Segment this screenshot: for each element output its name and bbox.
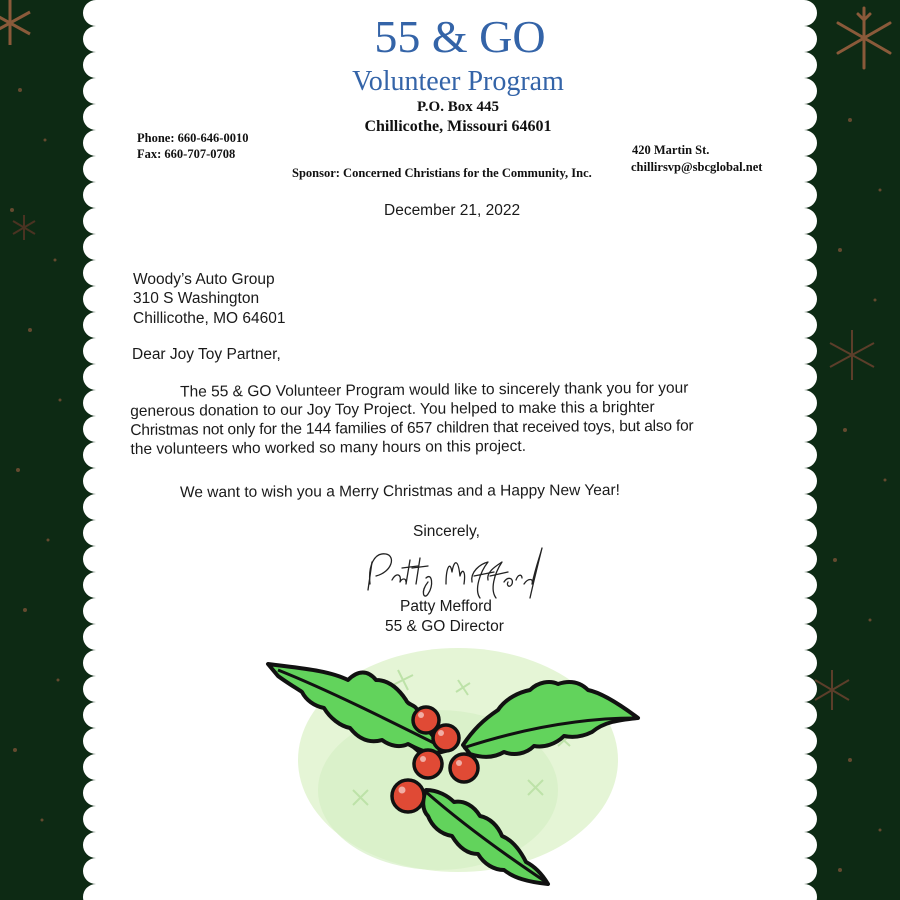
holly-icon: [258, 640, 650, 890]
recipient-street: 310 S Washington: [133, 290, 260, 307]
email-address: chillirsvp@sbcglobal.net: [631, 160, 763, 174]
org-name: 55 & GO: [374, 11, 546, 62]
phone-number: Phone: 660-646-0010: [137, 131, 249, 145]
program-name: Volunteer Program: [352, 66, 564, 97]
po-box: P.O. Box 445: [417, 99, 499, 115]
street-address: 420 Martin St.: [632, 143, 710, 157]
letter-body: [130, 378, 776, 459]
signer-title: 55 & GO Director: [385, 618, 504, 635]
holiday-wish: We want to wish you a Merry Christmas and a Happy New Year!: [179, 481, 620, 502]
body-line: the volunteers who worked so many hours on this project.: [130, 437, 527, 458]
city-line: Chillicothe, Missouri 64601: [364, 118, 552, 135]
recipient-name: Woody’s Auto Group: [133, 271, 275, 288]
letter-date: December 21, 2022: [384, 202, 521, 219]
signer-name: Patty Mefford: [400, 598, 492, 615]
recipient-city: Chillicothe, MO 64601: [133, 310, 286, 327]
body-line: Christmas not only for the 144 families of 657 children that received toys, but also for: [130, 417, 694, 439]
closing: Sincerely,: [413, 523, 480, 540]
body-line: generous donation to our Joy Toy Project. You helped to make this a brighter: [130, 398, 655, 420]
fax-number: Fax: 660-707-0708: [137, 147, 236, 161]
sponsor-line: Sponsor: Concerned Christians for the Community, Inc.: [292, 166, 592, 180]
body-line: The 55 & GO Volunteer Program would like to sincerely thank you for your: [180, 379, 689, 401]
salutation: Dear Joy Toy Partner,: [132, 346, 281, 363]
